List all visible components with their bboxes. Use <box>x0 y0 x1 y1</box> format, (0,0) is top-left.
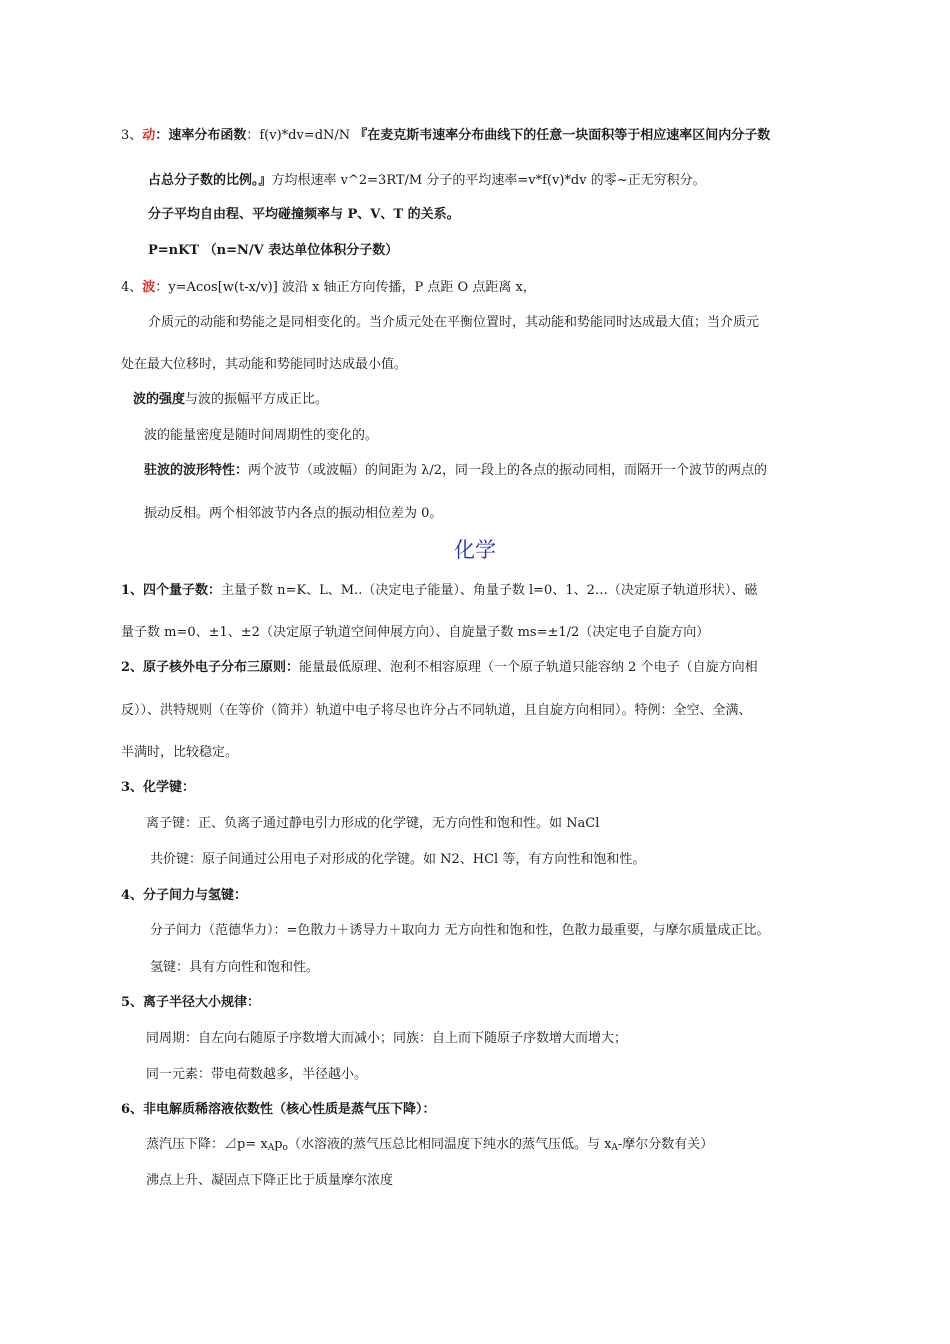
chem-s4-vdw: 分子间力（范德华力）：=色散力＋诱导力＋取向力 无方向性和饱和性，色散力最重要，与摩尔质量成正比。 <box>150 923 770 938</box>
chemistry-title: 化学 <box>454 538 496 562</box>
chem-s2-line3: 半满时，比较稳定。 <box>121 745 239 760</box>
chem-s6-vapor: 蒸汽压下降：⊿p= $x_Ap_o$（水溶液的蒸气压总比相同温度下纯水的蒸气压低。与 $x_A-$摩尔分数有关） <box>146 1137 714 1153</box>
chem-s4-label: 4、分子间力与氢键： <box>121 888 248 903</box>
physics-item4-energy: 波的能量密度是随时间周期性的变化的。 <box>144 428 379 443</box>
chem-s5-label: 5、离子半径大小规律： <box>121 995 261 1010</box>
item3-bold-open: 『在麦克斯韦速率分布曲线下的任意一块面积等于相应速率区间内分子数 <box>354 128 771 143</box>
item3-formula: f(v)*dv=dN/N <box>259 128 355 143</box>
physics-item3-line1: 3、动：速率分布函数：f(v)*dv=dN/N 『在麦克斯韦速率分布曲线下的任意一块面积等于相应速率区间内分子数 <box>121 128 771 143</box>
chem-s1-line2: 量子数 m=0、±1、±2（决定原子轨道空间伸展方向）、自旋量子数 ms=±1/2（决定电子自旋方向） <box>121 625 710 640</box>
physics-item3-line3: 分子平均自由程、平均碰撞频率与 P、V、T 的关系。 <box>148 207 460 222</box>
chem-s3-ionic: 离子键：正、负离子通过静电引力形成的化学键，无方向性和饱和性。如 NaCl <box>146 816 600 831</box>
physics-item3-line2: 占总分子数的比例。』方均根速率 v^2=3RT/M 分子的平均速率=v*f(v)*dv 的零~正无穷积分。 <box>148 173 706 188</box>
physics-item4-standing2: 振动反相。两个相邻波节内各点的振动相位差为 0。 <box>144 506 443 521</box>
item4-key: 波 <box>142 280 156 295</box>
physics-item3-line4: P=nKT （n=N/V 表达单位体积分子数） <box>148 243 399 258</box>
chem-s2-line2: 反））、洪特规则（在等价（简并）轨道中电子将尽也许分占不同轨道，且自旋方向相同）。特例：全空、全满、 <box>121 703 752 718</box>
physics-item4-standing: 驻波的波形特性：两个波节（或波幅）的间距为 λ/2，同一段上的各点的振动同相，而隔开一个波节的两点的 <box>144 463 768 478</box>
chem-s1-line1: 1、四个量子数：主量子数 n=K、L、M..（决定电子能量）、角量子数 l=0、1、2…（决定原子轨道形状）、磁 <box>121 583 758 598</box>
physics-item4-strength: 波的强度与波的振幅平方成正比。 <box>133 392 329 407</box>
item3-key: 动 <box>142 128 156 143</box>
chem-s3-label: 3、化学键： <box>121 780 196 795</box>
physics-item4-para1b: 处在最大位移时，其动能和势能同时达成最小值。 <box>121 357 408 372</box>
chem-s5-period: 同周期：自左向右随原子序数增大而减小；同族：自上而下随原子序数增大而增大； <box>146 1031 628 1046</box>
chem-s6-label: 6、非电解质稀溶液依数性（核心性质是蒸气压下降）： <box>121 1102 436 1117</box>
chem-s2-line1: 2、原子核外电子分布三原则：能量最低原理、泡利不相容原理（一个原子轨道只能容纳 2 个电子（自旋方向相 <box>121 660 758 675</box>
item3-label: 速率分布函数 <box>168 128 247 143</box>
physics-item4-para1: 介质元的动能和势能之是同相变化的。当介质元处在平衡位置时，其动能和势能同时达成最大值；当介质元 <box>148 315 760 330</box>
chem-s5-element: 同一元素：带电荷数越多，半径越小。 <box>146 1067 368 1082</box>
chem-s3-covalent: 共价键：原子间通过公用电子对形成的化学键。如 N2、HCl 等，有方向性和饱和性。 <box>150 852 646 867</box>
physics-item4-line1: 4、波：y=Acos[w(t-x/v)] 波沿 x 轴正方向传播，P 点距 O 点距离 x， <box>121 280 536 295</box>
chem-s4-hbond: 氢键：具有方向性和饱和性。 <box>150 960 320 975</box>
chem-s6-bp: 沸点上升、凝固点下降正比于质量摩尔浓度 <box>146 1173 394 1188</box>
